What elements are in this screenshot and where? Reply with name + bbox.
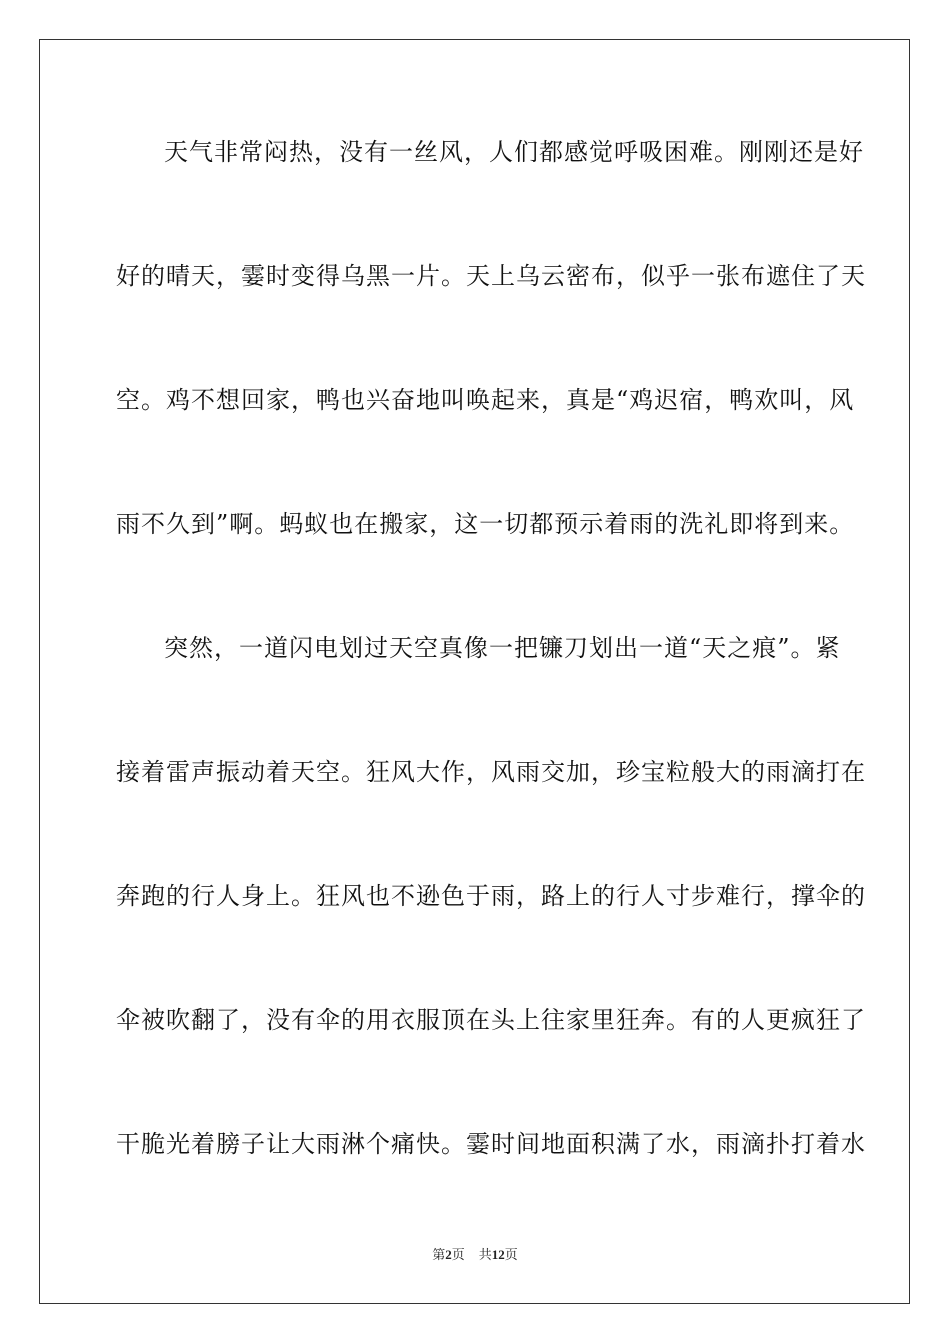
paragraph-2-line-3: 奔跑的行人身上。狂风也不逊色于雨，路上的行人寸步难行，撑伞的	[116, 882, 866, 910]
paragraph-2-line-4: 伞被吹翻了，没有伞的用衣服顶在头上往家里狂奔。有的人更疯狂了	[116, 1006, 866, 1034]
paragraph-2-line-1: 突然，一道闪电划过天空真像一把镰刀划出一道“天之痕”。紧	[164, 634, 841, 662]
paragraph-2-line-5: 干脆光着膀子让大雨淋个痛快。霎时间地面积满了水，雨滴扑打着水	[116, 1130, 866, 1158]
page-number: 2	[445, 1247, 452, 1262]
paragraph-1-line-4: 雨不久到”啊。蚂蚁也在搬家，这一切都预示着雨的洗礼即将到来。	[116, 510, 855, 538]
total-prefix: 共	[478, 1247, 492, 1262]
page-suffix: 页	[451, 1247, 465, 1262]
paragraph-1-line-1: 天气非常闷热，没有一丝风，人们都感觉呼吸困难。刚刚还是好	[164, 138, 864, 166]
total-suffix: 页	[504, 1247, 518, 1262]
page-prefix: 第	[432, 1247, 446, 1262]
paragraph-1-line-3: 空。鸡不想回家，鸭也兴奋地叫唤起来，真是“鸡迟宿，鸭欢叫，风	[116, 386, 855, 414]
page-border	[39, 39, 910, 1304]
total-pages: 12	[491, 1247, 505, 1262]
paragraph-2-line-2: 接着雷声振动着天空。狂风大作，风雨交加，珍宝粒般大的雨滴打在	[116, 758, 866, 786]
page-footer	[0, 1246, 950, 1264]
paragraph-1-line-2: 好的晴天，霎时变得乌黑一片。天上乌云密布，似乎一张布遮住了天	[116, 262, 866, 290]
